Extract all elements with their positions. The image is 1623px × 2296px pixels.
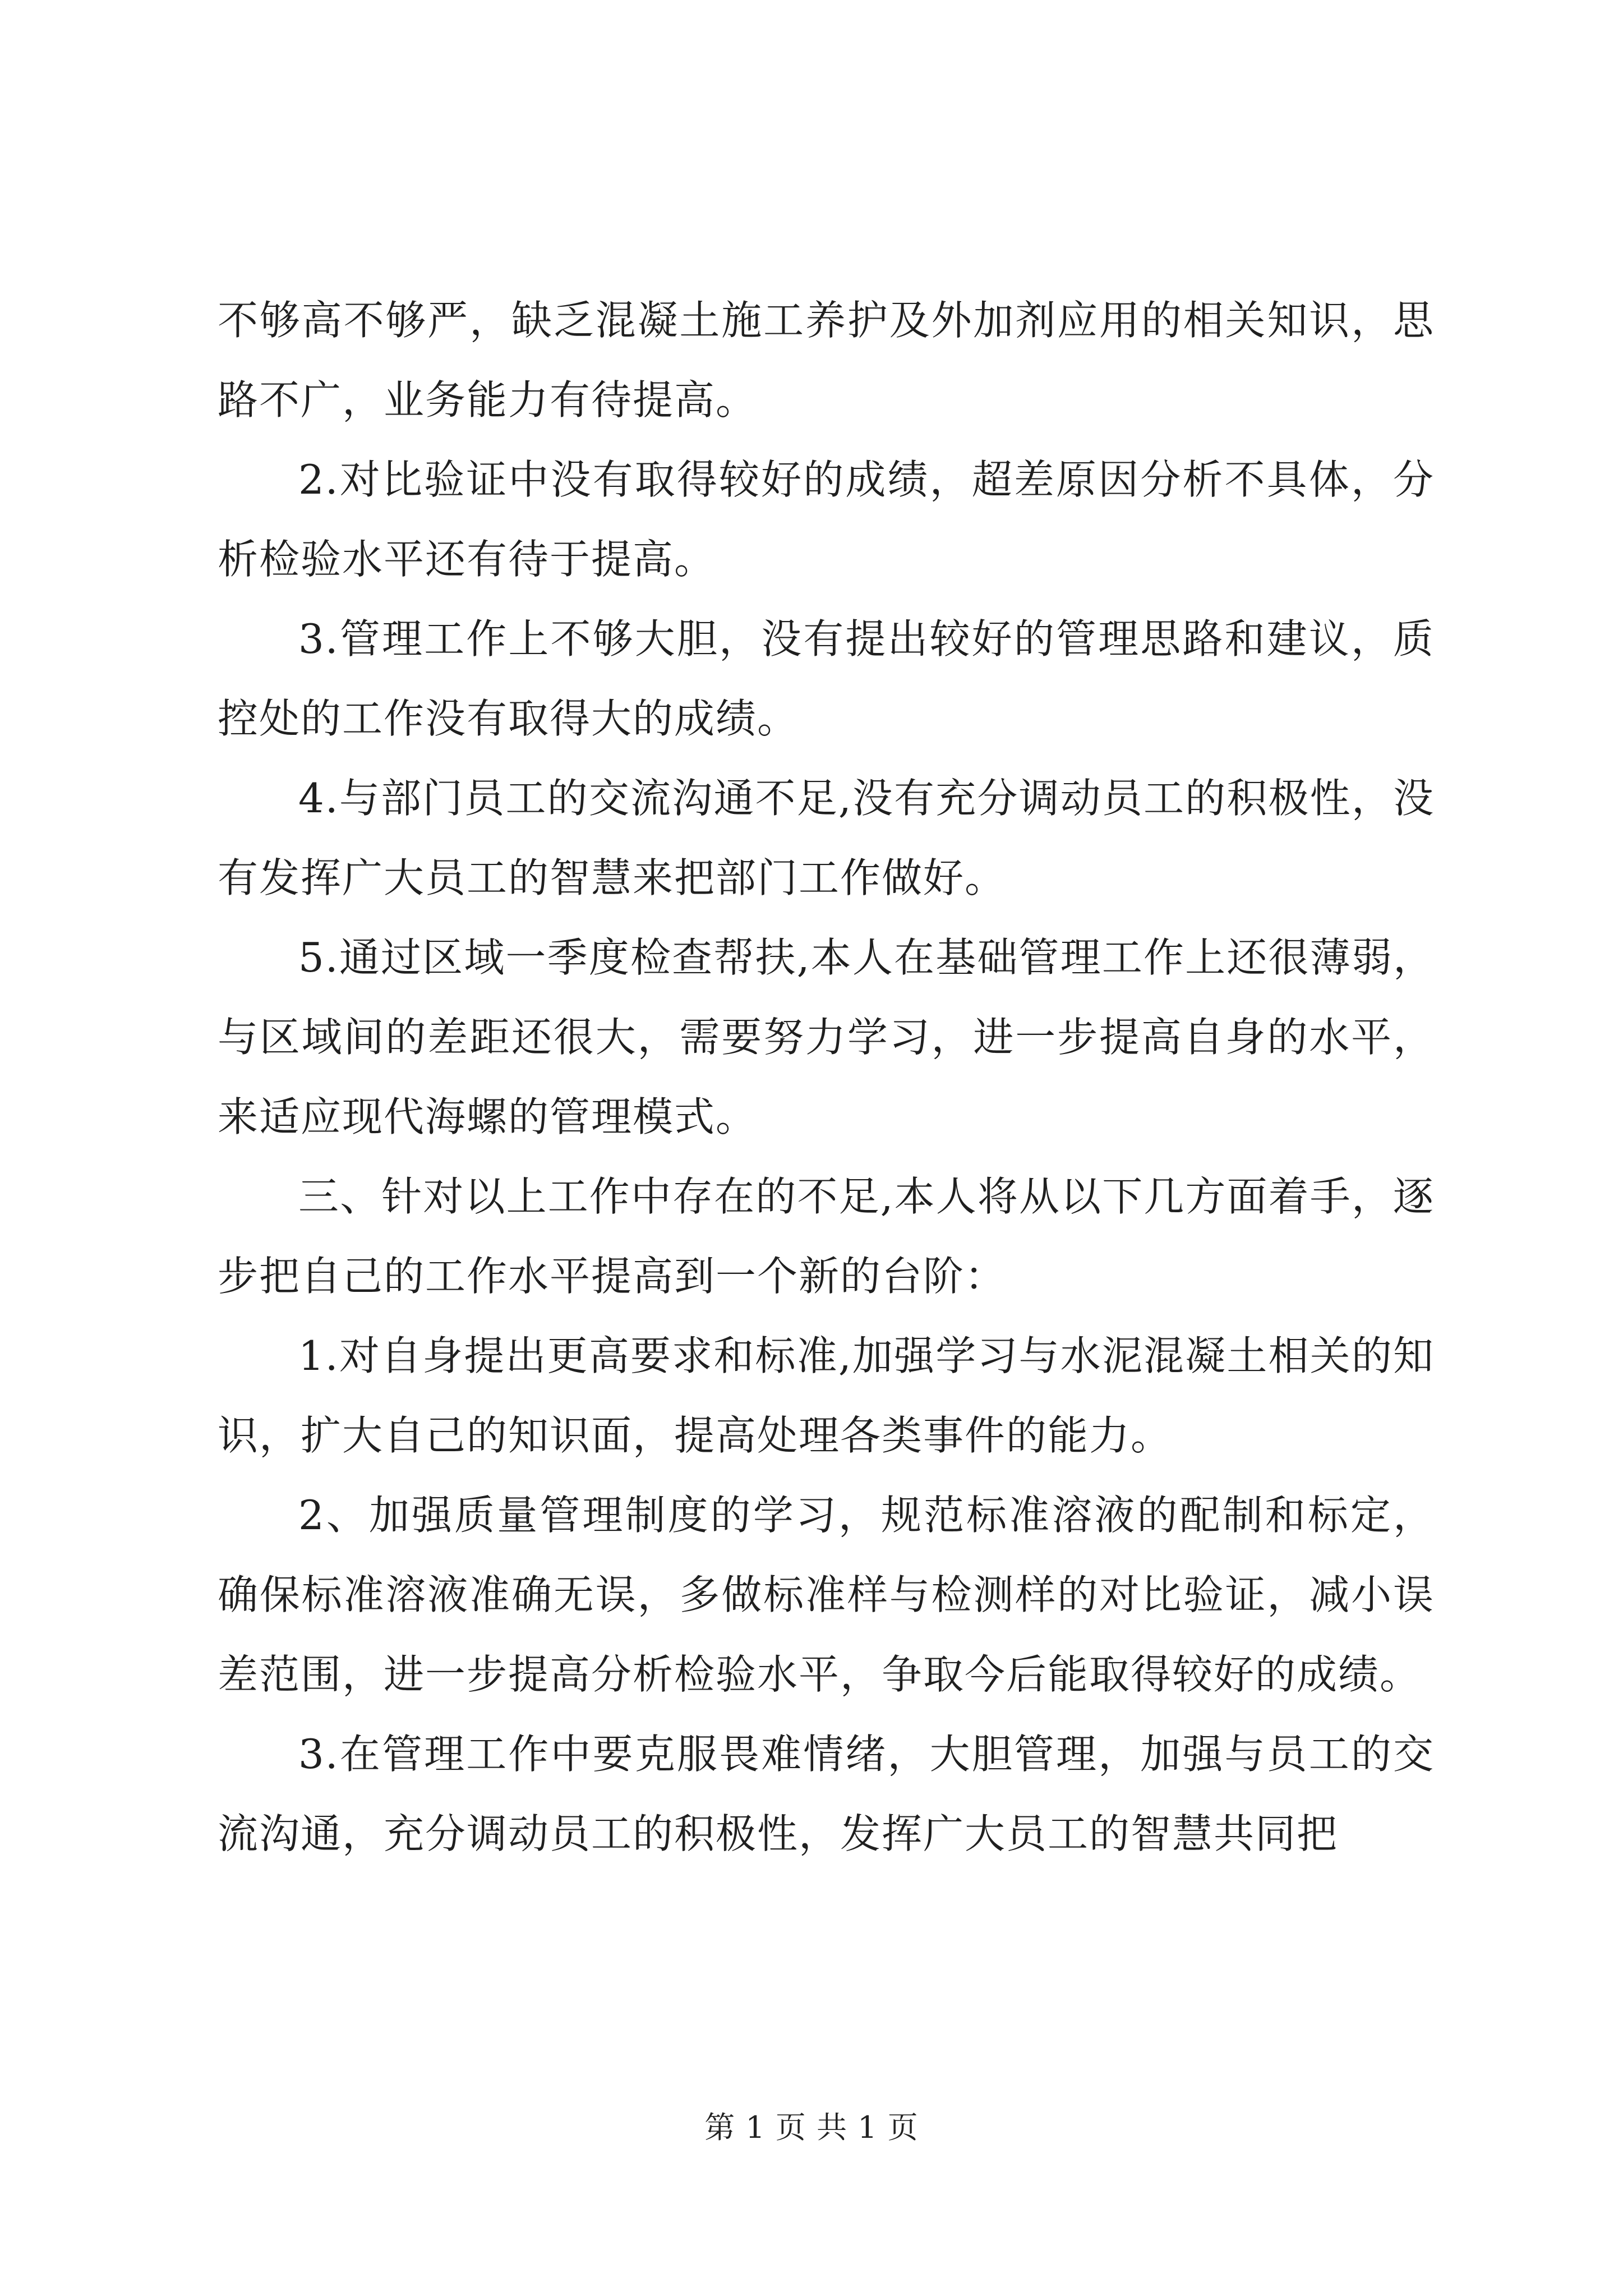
paragraph-7: 1.对自身提出更高要求和标准,加强学习与水泥混凝土相关的知识，扩大自己的知识面，提高处理各类事件的能力。: [218, 1332, 1435, 1459]
page-footer: [0, 2104, 1623, 2147]
paragraph-3: 3.管理工作上不够大胆，没有提出较好的管理思路和建议，质控处的工作没有取得大的成绩。: [218, 615, 1435, 742]
paragraph-8: 2、加强质量管理制度的学习，规范标准溶液的配制和标定，确保标准溶液准确无误，多做标准样与检测样的对比验证，减小误差范围，进一步提高分析检验水平，争取今后能取得较好的成绩。: [218, 1492, 1435, 1698]
paragraph-5: 5.通过区域一季度检查帮扶,本人在基础管理工作上还很薄弱，与区域间的差距还很大，需要努力学习，进一步提高自身的水平，来适应现代海螺的管理模式。: [218, 934, 1435, 1140]
paragraph-4: 4.与部门员工的交流沟通不足,没有充分调动员工的积极性，没有发挥广大员工的智慧来把部门工作做好。: [218, 775, 1435, 901]
paragraph-9: 3.在管理工作中要克服畏难情绪，大胆管理，加强与员工的交流沟通，充分调动员工的积极性，发挥广大员工的智慧共同把: [218, 1731, 1435, 1857]
paragraph-2: 2.对比验证中没有取得较好的成绩，超差原因分析不具体，分析检验水平还有待于提高。: [218, 456, 1435, 583]
paragraph-1: 不够高不够严，缺乏混凝土施工养护及外加剂应用的相关知识，思路不广，业务能力有待提高。: [218, 297, 1435, 424]
paragraph-6: 三、针对以上工作中存在的不足,本人将从以下几方面着手，逐步把自己的工作水平提高到一个新的台阶：: [218, 1173, 1435, 1300]
document-body: [218, 280, 1435, 1874]
page-number-label: 第 1 页 共 1 页: [704, 2110, 919, 2145]
